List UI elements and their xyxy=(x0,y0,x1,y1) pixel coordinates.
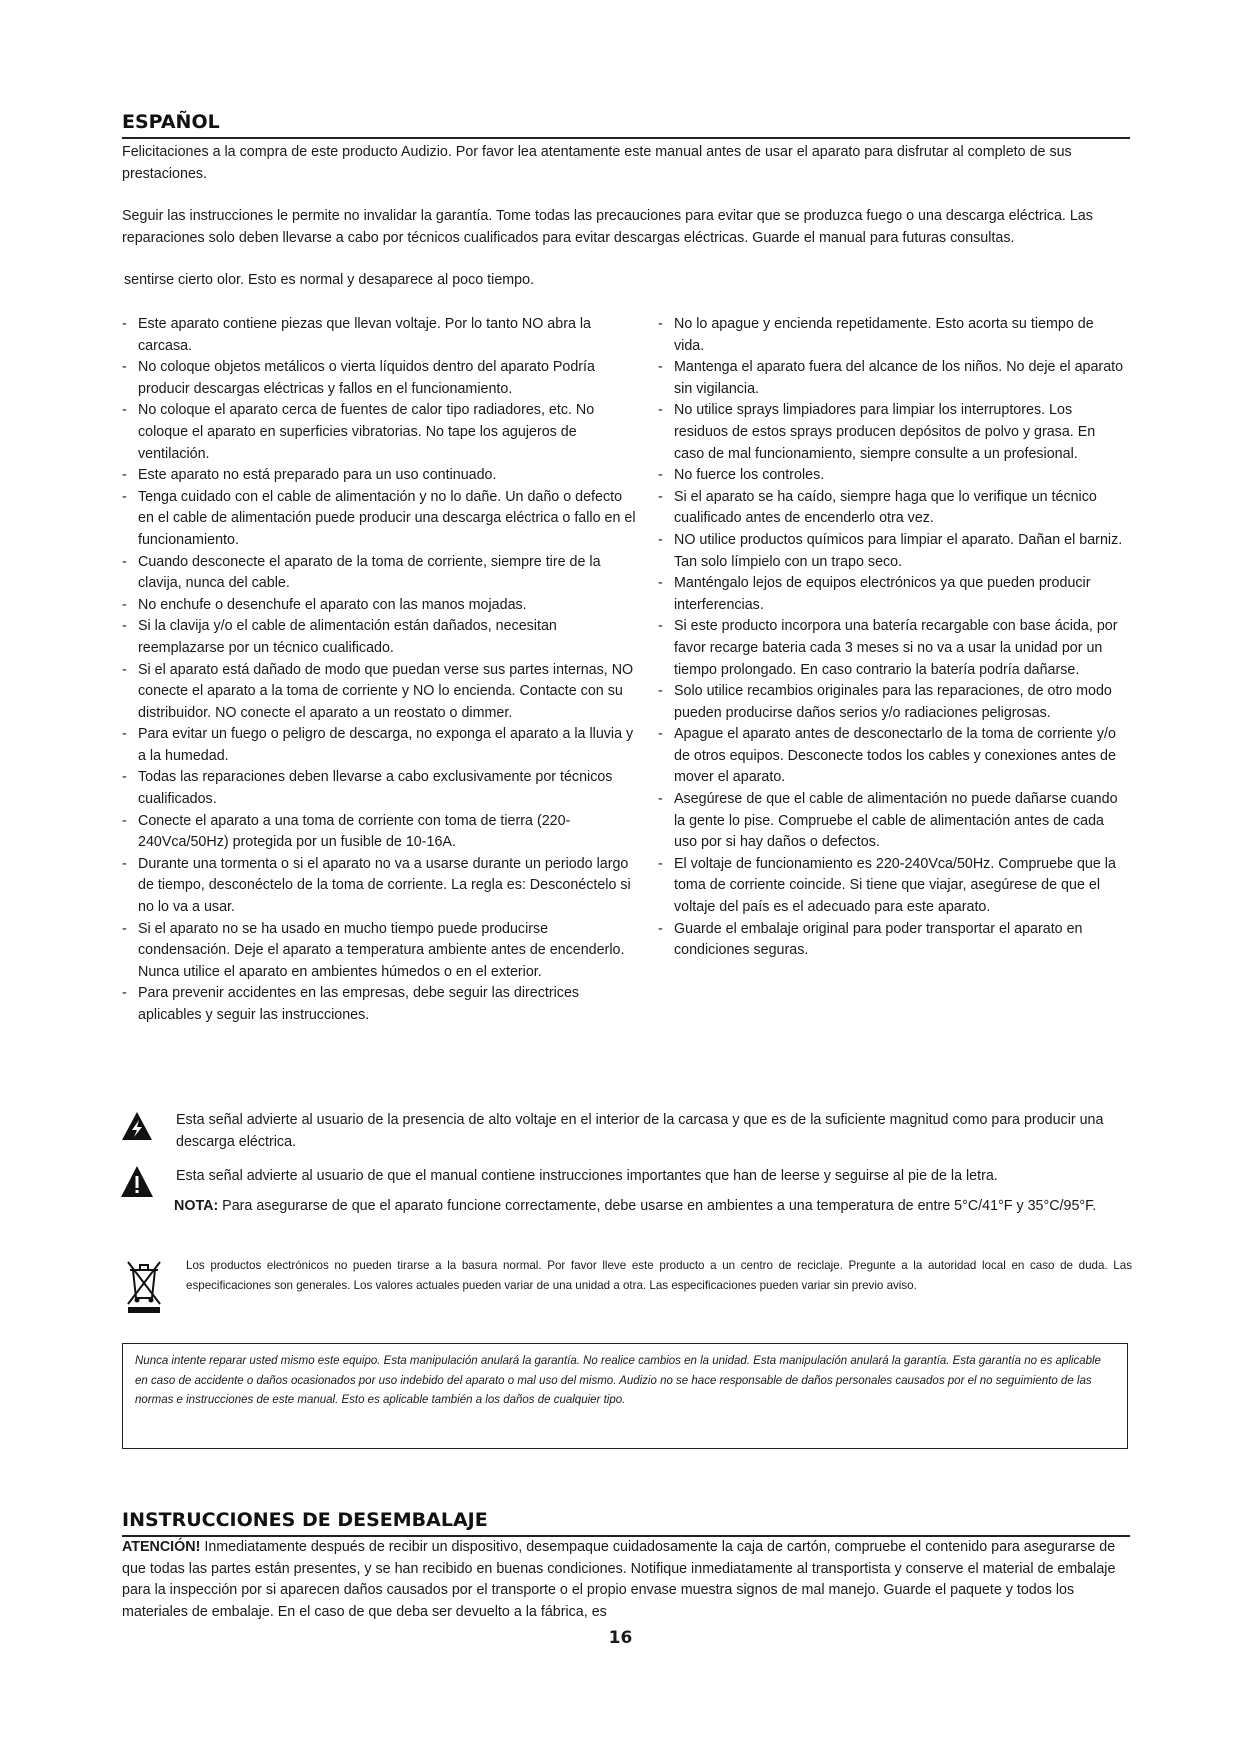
safety-list-right xyxy=(656,314,1126,962)
high-voltage-warning-text: Esta señal advierte al usuario de la presencia de alto voltaje en el interior de la carcasa y que es de la suficiente magnitud como para producir una descarga eléctrica. xyxy=(176,1112,1104,1150)
page-number: 16 xyxy=(608,1628,633,1648)
attention-paragraph xyxy=(122,1537,1132,1623)
attention-label: ATENCIÓN! xyxy=(122,1539,201,1555)
list-item: - Si el aparato no se ha usado en mucho tiempo puede producirse condensación. Deje el aparato a temperatura ambiente antes de encenderlo. Nunca utilice el aparato en ambientes húmedos o en el exterior. xyxy=(120,919,640,984)
list-item: - Apague el aparato antes de desconectarlo de la toma de corriente y/o de otros equipos. Desconecte todos los cables y conexiones antes de mover el aparato. xyxy=(656,724,1126,789)
list-item: - Solo utilice recambios originales para las reparaciones, de otro modo pueden producirse daños serios y/o radiaciones peligrosas. xyxy=(656,681,1126,724)
manual-warning-text: Esta señal advierte al usuario de que el manual contiene instrucciones importantes que han de leerse y seguirse al pie de la letra. xyxy=(176,1168,998,1184)
list-item: - Mantenga el aparato fuera del alcance de los niños. No deje el aparato sin vigilancia. xyxy=(656,357,1126,400)
list-item: - No coloque el aparato cerca de fuentes de calor tipo radiadores, etc. No coloque el aparato en superficies vibratorias. No tape los agujeros de ventilación. xyxy=(120,400,640,465)
list-item: - Si el aparato se ha caído, siempre haga que lo verifique un técnico cualificado antes de encenderlo otra vez. xyxy=(656,487,1126,530)
disclaimer-text: Nunca intente reparar usted mismo este equipo. Esta manipulación anulará la garantía. No realice cambios en la unidad. Esta manipulación anulará la garantía. Esta garantía no es aplicable en caso de accidente o daños ocasionados por uso indebido del aparato o mal uso del mismo. Audizio no se hace responsable de daños personales causados por el no seguimiento de las normas e instrucciones de este manual. Esto es aplicable también a los daños de cualquier tipo. xyxy=(135,1355,1101,1406)
list-item: - Tenga cuidado con el cable de alimentación y no lo dañe. Un daño o defecto en el cable de alimentación puede producir una descarga eléctrica o fallo en el funcionamiento. xyxy=(120,487,640,552)
list-item: - Si este producto incorpora una batería recargable con base ácida, por favor recarge bateria cada 3 meses si no va a usar la unidad por un tiempo prolongado. En caso contrario la batería podría dañarse. xyxy=(656,616,1126,681)
list-item: - Conecte el aparato a una toma de corriente con toma de tierra (220-240Vca/50Hz) protegida por un fusible de 10-16A. xyxy=(120,811,640,854)
list-item: - Todas las reparaciones deben llevarse a cabo exclusivamente por técnicos cualificados. xyxy=(120,767,640,810)
nota-paragraph xyxy=(122,1196,1132,1218)
high-voltage-icon xyxy=(120,1110,154,1142)
list-item: - Para prevenir accidentes en las empresas, debe seguir las directrices aplicables y seguir las instrucciones. xyxy=(120,983,640,1026)
disclaimer-box xyxy=(122,1343,1128,1449)
list-item: - Este aparato no está preparado para un uso continuado. xyxy=(120,465,640,487)
section-title-espanol: ESPAÑOL xyxy=(122,110,1130,139)
recycling-text: Los productos electrónicos no pueden tirarse a la basura normal. Por favor lleve este producto a un centro de reciclaje. Pregunte a la autoridad local en caso de duda. Las especificaciones son generales. Los valores actuales pueden variar de una unidad a otra. Las especificaciones pueden variar sin previo aviso. xyxy=(186,1259,1132,1292)
list-item: - Este aparato contiene piezas que llevan voltaje. Por lo tanto NO abra la carcasa. xyxy=(120,314,640,357)
nota-text: Para asegurarse de que el aparato funcione correctamente, debe usarse en ambientes a una temperatura de entre 5°C/41°F y 35°C/95°F. xyxy=(218,1198,1097,1214)
list-item: - Para evitar un fuego o peligro de descarga, no exponga el aparato a la lluvia y a la humedad. xyxy=(120,724,640,767)
list-item: - Guarde el embalaje original para poder transportar el aparato en condiciones seguras. xyxy=(656,919,1126,962)
instructions-paragraph: Seguir las instrucciones le permite no invalidar la garantía. Tome todas las precauciones para evitar que se produzca fuego o una descarga eléctrica. Las reparaciones solo deben llevarse a cabo por técnicos cualificados para evitar descargas eléctricas. Guarde el manual para futuras consultas. xyxy=(122,208,1093,246)
exclamation-icon xyxy=(120,1166,154,1198)
list-item: - Asegúrese de que el cable de alimentación no puede dañarse cuando la gente lo pise. Compruebe el cable de alimentación antes de cada uso por si hay daños o defectos. xyxy=(656,789,1126,854)
list-item: - Si el aparato está dañado de modo que puedan verse sus partes internas, NO conecte el aparato a la toma de corriente y NO lo encienda. Contacte con su distribuidor. NO conecte el aparato a un reostato o dimmer. xyxy=(120,660,640,725)
list-item: - Si la clavija y/o el cable de alimentación están dañados, necesitan reemplazarse por un técnico cualificado. xyxy=(120,616,640,659)
list-item: - Manténgalo lejos de equipos electrónicos ya que pueden producir interferencias. xyxy=(656,573,1126,616)
list-item: - No fuerce los controles. xyxy=(656,465,1126,487)
list-item: - NO utilice productos químicos para limpiar el aparato. Dañan el barniz. Tan solo límpielo con un trapo seco. xyxy=(656,530,1126,573)
list-item: - El voltaje de funcionamiento es 220-240Vca/50Hz. Compruebe que la toma de corriente coincide. Si tiene que viajar, asegúrese de que el voltaje del país es el adecuado para este aparato. xyxy=(656,854,1126,919)
safety-list-left xyxy=(120,314,640,1027)
list-item: - Durante una tormenta o si el aparato no va a usarse durante un periodo largo de tiempo, desconéctelo de la toma de corriente. La regla es: Desconéctelo si no lo va a usar. xyxy=(120,854,640,919)
intro-paragraph: Felicitaciones a la compra de este producto Audizio. Por favor lea atentamente este manual antes de usar el aparato para disfrutar al completo de sus prestaciones. xyxy=(122,144,1072,182)
nota-label: NOTA: xyxy=(174,1198,219,1214)
list-item: - No lo apague y encienda repetidamente. Esto acorta su tiempo de vida. xyxy=(656,314,1126,357)
weee-bin-icon xyxy=(124,1258,164,1314)
list-item: - No enchufe o desenchufe el aparato con las manos mojadas. xyxy=(120,595,640,617)
attention-text: Inmediatamente después de recibir un dispositivo, desempaque cuidadosamente la caja de cartón, compruebe el contenido para asegurarse de que todas las partes están presentes, y se han recibido en buenas condiciones. Notifique inmediatamente al transportista y conserve el material de embalaje para la inspección por si aparecen daños causados por el transporte o el propio envase muestra signos de mal manejo. Guarde el paquete y todos los materiales de embalaje. En el caso de que deba ser devuelto a la fábrica, es xyxy=(122,1539,1116,1620)
list-item: - Cuando desconecte el aparato de la toma de corriente, siempre tire de la clavija, nunca del cable. xyxy=(120,552,640,595)
list-item: - No utilice sprays limpiadores para limpiar los interruptores. Los residuos de estos sprays producen depósitos de polvo y grasa. En caso de mal funcionamiento, siempre consulte a un profesional. xyxy=(656,400,1126,465)
odor-paragraph: sentirse cierto olor. Esto es normal y desaparece al poco tiempo. xyxy=(124,272,535,288)
list-item: - No coloque objetos metálicos o vierta líquidos dentro del aparato Podría producir descargas eléctricas y fallos en el funcionamiento. xyxy=(120,357,640,400)
section-title-desembalaje: INSTRUCCIONES DE DESEMBALAJE xyxy=(122,1508,1130,1537)
